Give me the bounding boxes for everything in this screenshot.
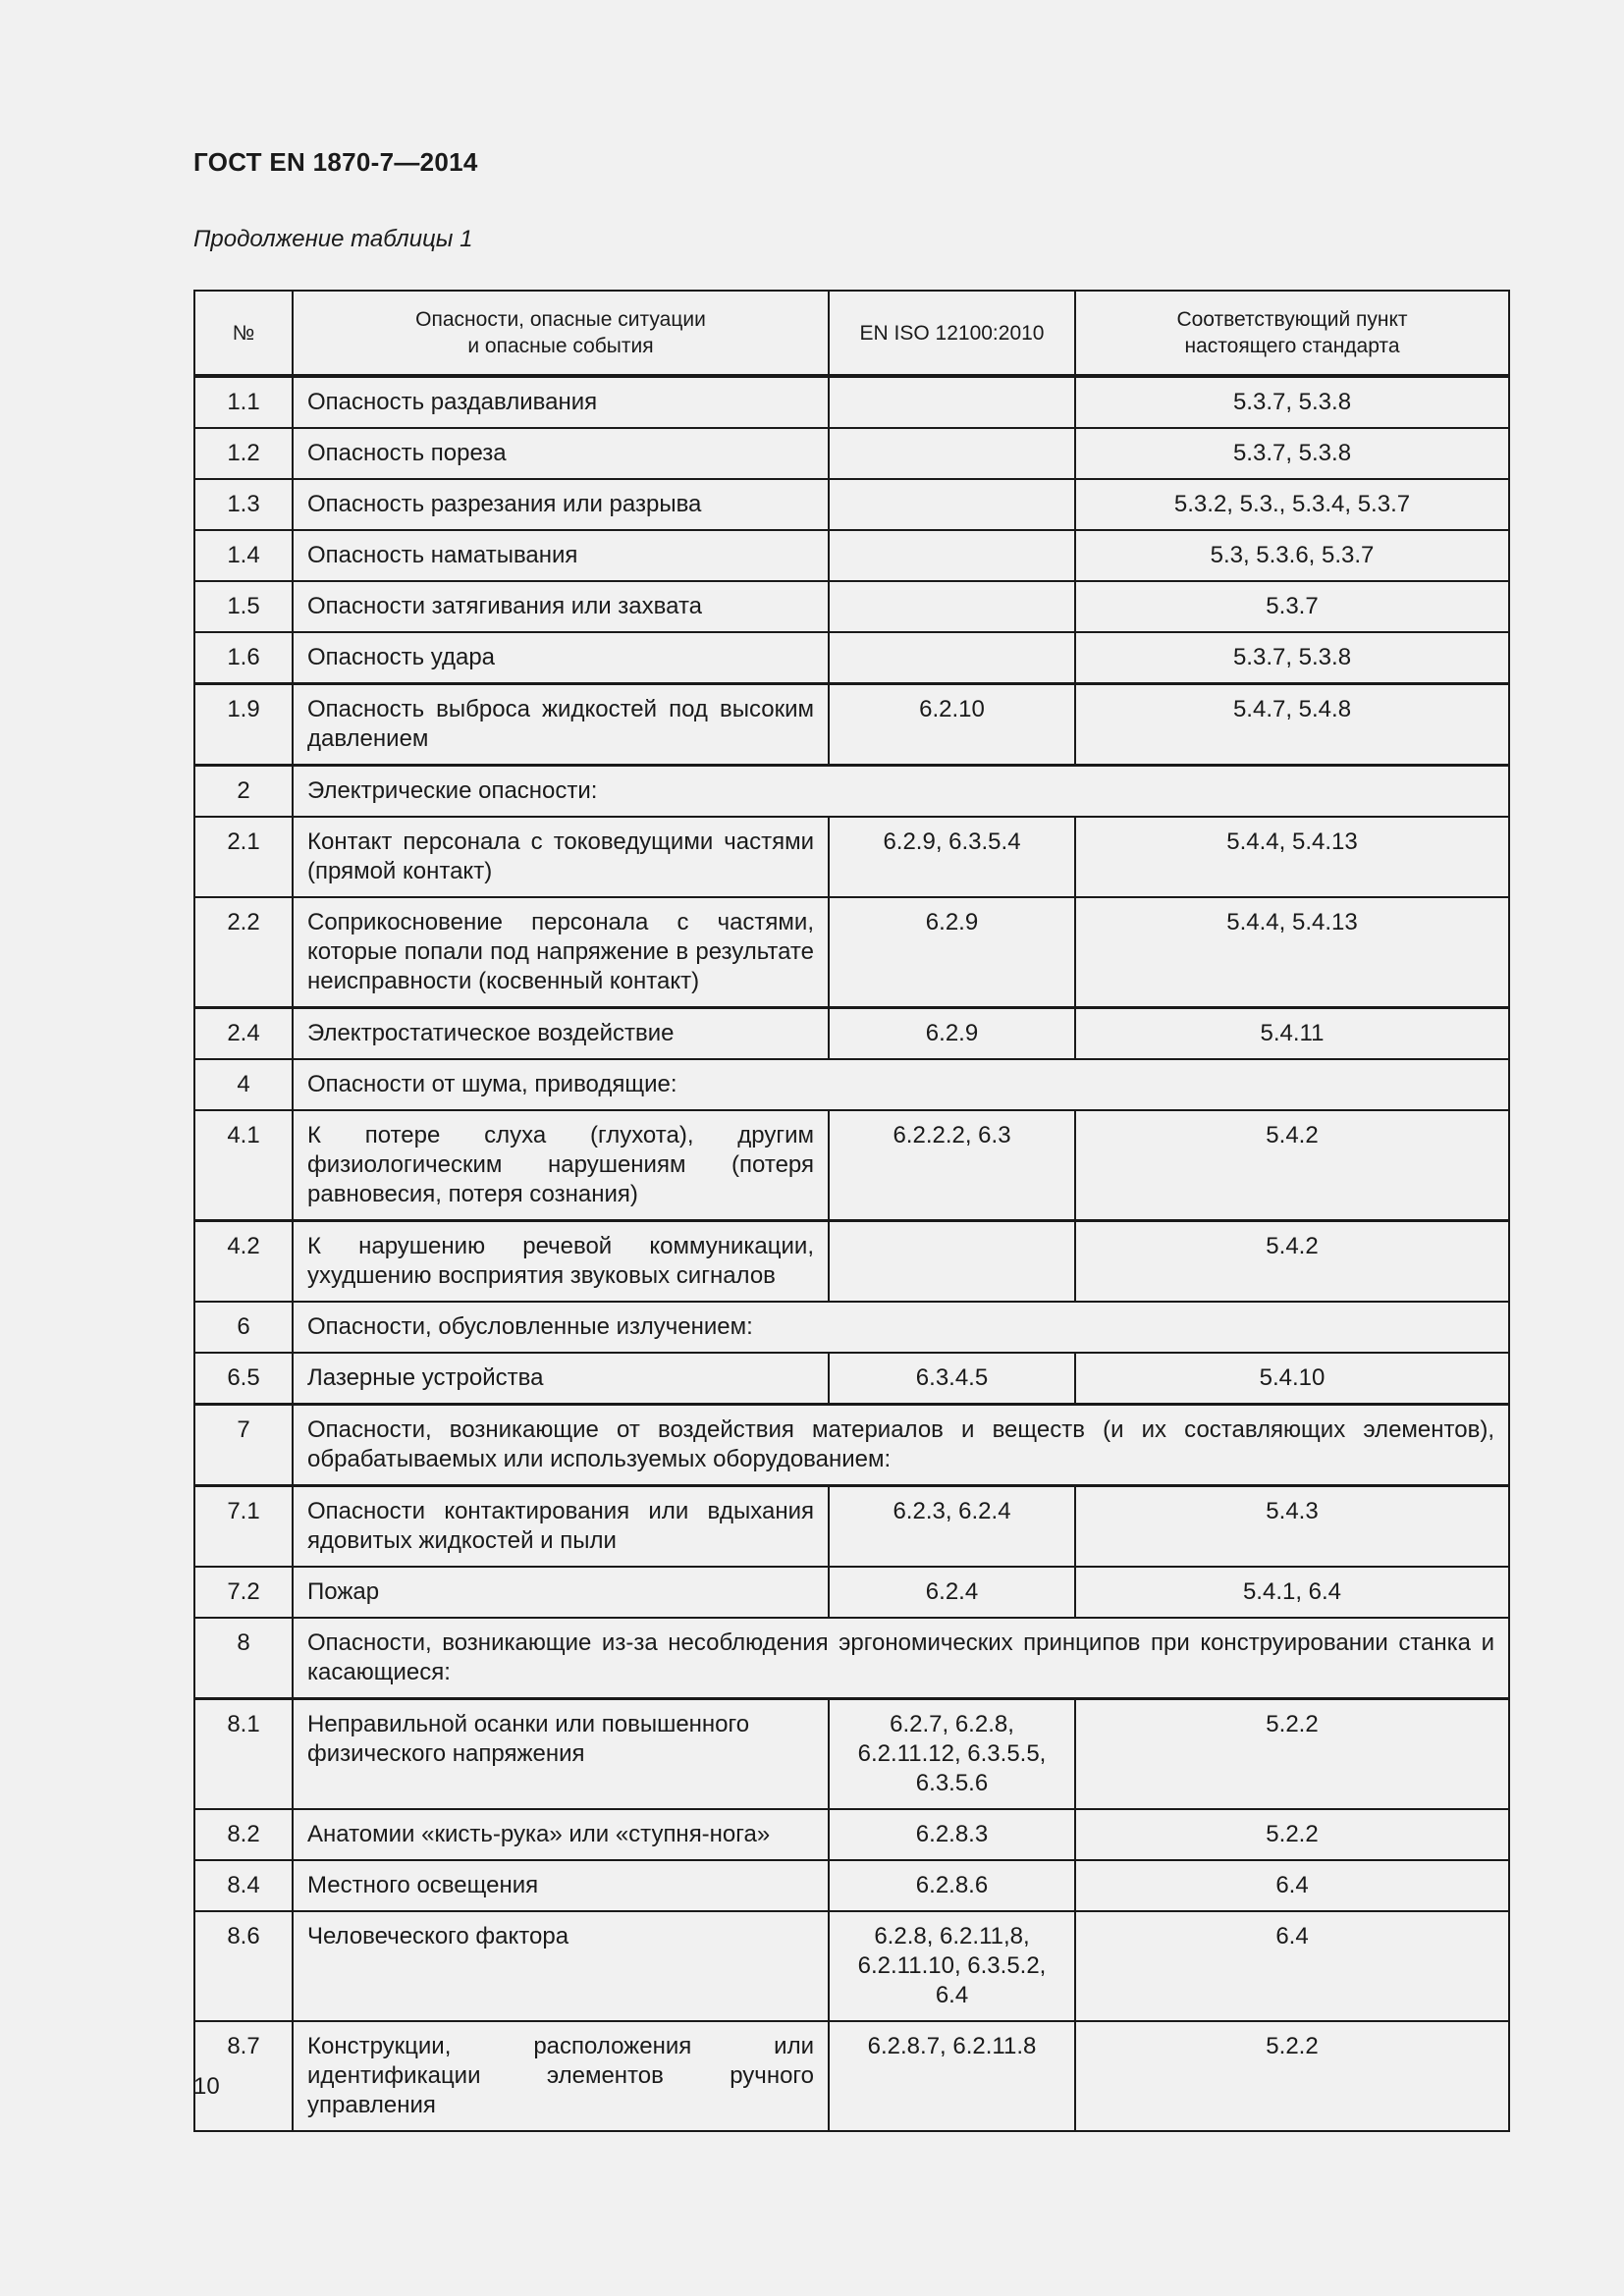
row-iso <box>829 581 1075 632</box>
row-hazard: Опасность разрезания или разрыва <box>293 479 829 530</box>
row-number: 1.9 <box>194 684 293 766</box>
row-iso: 6.3.4.5 <box>829 1353 1075 1405</box>
row-clause: 5.3.7 <box>1075 581 1509 632</box>
row-clause: 5.3.7, 5.3.8 <box>1075 376 1509 428</box>
row-iso <box>829 376 1075 428</box>
row-hazard: Опасность выброса жидкостей под высоким давлением <box>293 684 829 766</box>
table-row <box>194 2021 1509 2131</box>
table-section-row <box>194 1302 1509 1353</box>
table-row <box>194 1699 1509 1810</box>
row-number: 6 <box>194 1302 293 1353</box>
row-number: 4.1 <box>194 1110 293 1221</box>
section-title: Опасности, возникающие из-за несоблюдения эргономических принципов при конструировании станка и касающиеся: <box>293 1618 1509 1699</box>
row-number: 8.6 <box>194 1911 293 2021</box>
row-number: 7 <box>194 1405 293 1486</box>
header-hazard: Опасности, опасные ситуации и опасные события <box>293 291 829 376</box>
row-hazard: Анатомии «кисть-рука» или «ступня-нога» <box>293 1809 829 1860</box>
row-hazard: Лазерные устройства <box>293 1353 829 1405</box>
row-number: 4.2 <box>194 1221 293 1303</box>
row-number: 8.4 <box>194 1860 293 1911</box>
row-clause: 5.2.2 <box>1075 1809 1509 1860</box>
row-iso: 6.2.9, 6.3.5.4 <box>829 817 1075 897</box>
row-hazard: Пожар <box>293 1567 829 1618</box>
row-hazard: Опасности затягивания или захвата <box>293 581 829 632</box>
row-hazard: Опасность наматывания <box>293 530 829 581</box>
row-iso: 6.2.9 <box>829 1008 1075 1060</box>
table-section-row <box>194 1405 1509 1486</box>
row-number: 7.2 <box>194 1567 293 1618</box>
row-iso: 6.2.10 <box>829 684 1075 766</box>
header-clause: Соответствующий пункт настоящего стандарта <box>1075 291 1509 376</box>
row-clause: 5.3.7, 5.3.8 <box>1075 632 1509 684</box>
table-section-row <box>194 1059 1509 1110</box>
row-clause: 5.4.4, 5.4.13 <box>1075 897 1509 1008</box>
row-number: 8 <box>194 1618 293 1699</box>
row-number: 1.6 <box>194 632 293 684</box>
row-hazard: Контакт персонала с токоведущими частями (прямой контакт) <box>293 817 829 897</box>
table-row <box>194 1860 1509 1911</box>
row-iso <box>829 632 1075 684</box>
row-hazard: Человеческого фактора <box>293 1911 829 2021</box>
document-title: ГОСТ EN 1870-7—2014 <box>193 147 478 177</box>
row-number: 1.4 <box>194 530 293 581</box>
row-hazard: Опасность пореза <box>293 428 829 479</box>
table-row <box>194 1567 1509 1618</box>
row-iso: 6.2.8.3 <box>829 1809 1075 1860</box>
table-row <box>194 581 1509 632</box>
row-iso: 6.2.2.2, 6.3 <box>829 1110 1075 1221</box>
row-clause: 5.4.1, 6.4 <box>1075 1567 1509 1618</box>
row-iso <box>829 479 1075 530</box>
row-iso: 6.2.7, 6.2.8, 6.2.11.12, 6.3.5.5, 6.3.5.6 <box>829 1699 1075 1810</box>
table-row <box>194 1809 1509 1860</box>
section-title: Опасности, возникающие от воздействия материалов и веществ (и их составляющих элементов), обрабатываемых или используемых оборудованием: <box>293 1405 1509 1486</box>
row-number: 2 <box>194 766 293 818</box>
row-iso <box>829 1221 1075 1303</box>
row-clause: 5.4.11 <box>1075 1008 1509 1060</box>
row-number: 1.5 <box>194 581 293 632</box>
row-clause: 6.4 <box>1075 1860 1509 1911</box>
table-row <box>194 897 1509 1008</box>
row-clause: 5.3.2, 5.3., 5.3.4, 5.3.7 <box>1075 479 1509 530</box>
row-iso: 6.2.4 <box>829 1567 1075 1618</box>
row-number: 8.7 <box>194 2021 293 2131</box>
hazards-table <box>193 290 1510 2132</box>
section-title: Опасности от шума, приводящие: <box>293 1059 1509 1110</box>
page-number: 10 <box>193 2073 220 2100</box>
row-number: 1.2 <box>194 428 293 479</box>
row-clause: 6.4 <box>1075 1911 1509 2021</box>
table-row <box>194 1008 1509 1060</box>
row-number: 2.4 <box>194 1008 293 1060</box>
table-row <box>194 376 1509 428</box>
row-hazard: Соприкосновение персонала с частями, которые попали под напряжение в результате неисправности (косвенный контакт) <box>293 897 829 1008</box>
row-number: 1.3 <box>194 479 293 530</box>
row-hazard: Конструкции, расположения или идентификации элементов ручного управления <box>293 2021 829 2131</box>
row-number: 2.2 <box>194 897 293 1008</box>
table-row <box>194 632 1509 684</box>
row-hazard: К нарушению речевой коммуникации, ухудшению восприятия звуковых сигналов <box>293 1221 829 1303</box>
row-clause: 5.3.7, 5.3.8 <box>1075 428 1509 479</box>
row-clause: 5.4.2 <box>1075 1221 1509 1303</box>
row-number: 7.1 <box>194 1486 293 1568</box>
row-hazard: К потере слуха (глухота), другим физиологическим нарушениям (потеря равновесия, потеря сознания) <box>293 1110 829 1221</box>
row-number: 4 <box>194 1059 293 1110</box>
row-hazard: Опасности контактирования или вдыхания ядовитых жидкостей и пыли <box>293 1486 829 1568</box>
row-hazard: Опасность удара <box>293 632 829 684</box>
row-iso: 6.2.8, 6.2.11,8, 6.2.11.10, 6.3.5.2, 6.4 <box>829 1911 1075 2021</box>
section-title: Электрические опасности: <box>293 766 1509 818</box>
row-clause: 5.2.2 <box>1075 2021 1509 2131</box>
row-iso <box>829 530 1075 581</box>
row-number: 8.2 <box>194 1809 293 1860</box>
row-iso: 6.2.3, 6.2.4 <box>829 1486 1075 1568</box>
row-clause: 5.4.4, 5.4.13 <box>1075 817 1509 897</box>
row-number: 8.1 <box>194 1699 293 1810</box>
row-clause: 5.4.2 <box>1075 1110 1509 1221</box>
table-row <box>194 1110 1509 1221</box>
row-clause: 5.2.2 <box>1075 1699 1509 1810</box>
table-row <box>194 1353 1509 1405</box>
table-row <box>194 684 1509 766</box>
row-iso <box>829 428 1075 479</box>
header-iso: EN ISO 12100:2010 <box>829 291 1075 376</box>
table-row <box>194 1486 1509 1568</box>
row-number: 1.1 <box>194 376 293 428</box>
row-iso: 6.2.8.6 <box>829 1860 1075 1911</box>
table-section-row <box>194 1618 1509 1699</box>
row-iso: 6.2.8.7, 6.2.11.8 <box>829 2021 1075 2131</box>
row-hazard: Опасность раздавливания <box>293 376 829 428</box>
row-clause: 5.3, 5.3.6, 5.3.7 <box>1075 530 1509 581</box>
table-header-row <box>194 291 1509 376</box>
table-row <box>194 817 1509 897</box>
row-hazard: Неправильной осанки или повышенного физического напряжения <box>293 1699 829 1810</box>
row-number: 2.1 <box>194 817 293 897</box>
section-title: Опасности, обусловленные излучением: <box>293 1302 1509 1353</box>
row-clause: 5.4.7, 5.4.8 <box>1075 684 1509 766</box>
row-iso: 6.2.9 <box>829 897 1075 1008</box>
row-clause: 5.4.3 <box>1075 1486 1509 1568</box>
table-caption: Продолжение таблицы 1 <box>193 226 473 252</box>
table-row <box>194 1911 1509 2021</box>
table-row <box>194 428 1509 479</box>
row-hazard: Местного освещения <box>293 1860 829 1911</box>
table-section-row <box>194 766 1509 818</box>
table-row <box>194 479 1509 530</box>
row-clause: 5.4.10 <box>1075 1353 1509 1405</box>
header-number: № <box>194 291 293 376</box>
table-row <box>194 1221 1509 1303</box>
row-number: 6.5 <box>194 1353 293 1405</box>
table-row <box>194 530 1509 581</box>
row-hazard: Электростатическое воздействие <box>293 1008 829 1060</box>
